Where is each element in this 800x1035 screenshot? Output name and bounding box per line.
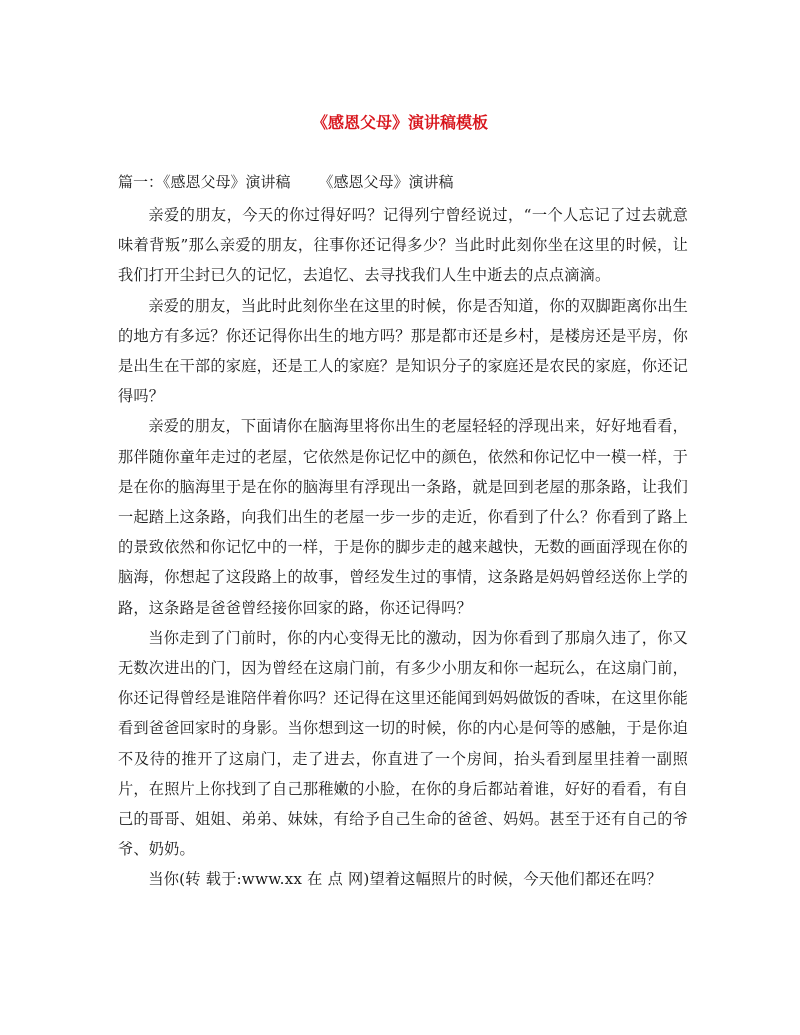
paragraph-2: 亲爱的朋友，当此时此刻你坐在这里的时候，你是否知道，你的双脚距离你出生的地方有多远？你还记得你出生的地方吗？那是都市还是乡村，是楼房还是平房，你是出生在干部的家庭，还是工人的家庭？是知识分子的家庭还是农民的家庭，你还记得吗？ xyxy=(118,296,688,406)
paragraph-1: 亲爱的朋友，今天的你过得好吗？记得列宁曾经说过，“一个人忘记了过去就意味着背叛”那么亲爱的朋友，往事你还记得多少？当此时此刻你坐在这里的时候，让我们打开尘封已久的记忆，去追忆、去寻找我们人生中逝去的点点滴滴。 xyxy=(118,206,688,285)
section-heading xyxy=(118,172,688,192)
section-label-repeat: 《感恩父母》演讲稿 xyxy=(318,173,454,191)
document-title: 《感恩父母》演讲稿模板 xyxy=(311,113,488,132)
paragraph-3: 亲爱的朋友，下面请你在脑海里将你出生的老屋轻轻的浮现出来，好好地看看，那伴随你童年走过的老屋，它依然是你记忆中的颜色，依然和你记忆中一模一样，于是在你的脑海里于是在你的脑海里有浮现出一条路，就是回到老屋的那条路，让我们一起踏上这条路，向我们出生的老屋一步一步的走近，你看到了什么？你看到了路上的景致依然和你记忆中的一样，于是你的脚步走的越来越快，无数的画面浮现在你的脑海，你想起了这段路上的故事，曾经发生过的事情，这条路是妈妈曾经送你上学的路，这条路是爸爸曾经接你回家的路，你还记得吗？ xyxy=(118,417,688,617)
document-body xyxy=(118,200,688,895)
paragraph-4: 当你走到了门前时，你的内心变得无比的激动，因为你看到了那扇久违了，你又无数次进出的门，因为曾经在这扇门前，有多少小朋友和你一起玩么，在这扇门前，你还记得曾经是谁陪伴着你吗？还记得在这里还能闻到妈妈做饭的香味，在这里你能看到爸爸回家时的身影。当你想到这一切的时候，你的内心是何等的感触，于是你迫不及待的推开了这扇门，走了进去，你直进了一个房间，抬头看到屋里挂着一副照片，在照片上你找到了自己那稚嫩的小脸，在你的身后都站着谁，好好的看看，有自己的哥哥、姐姐、弟弟、妹妹，有给予自己生命的爸爸、妈妈。甚至于还有自己的爷爷、奶奶。 xyxy=(118,628,688,859)
paragraph-5: 当你(转 载于:www.xx 在 点 网)望着这幅照片的时候，今天他们都还在吗？ xyxy=(148,870,662,889)
section-label: 篇一：《感恩父母》演讲稿 xyxy=(118,173,291,191)
